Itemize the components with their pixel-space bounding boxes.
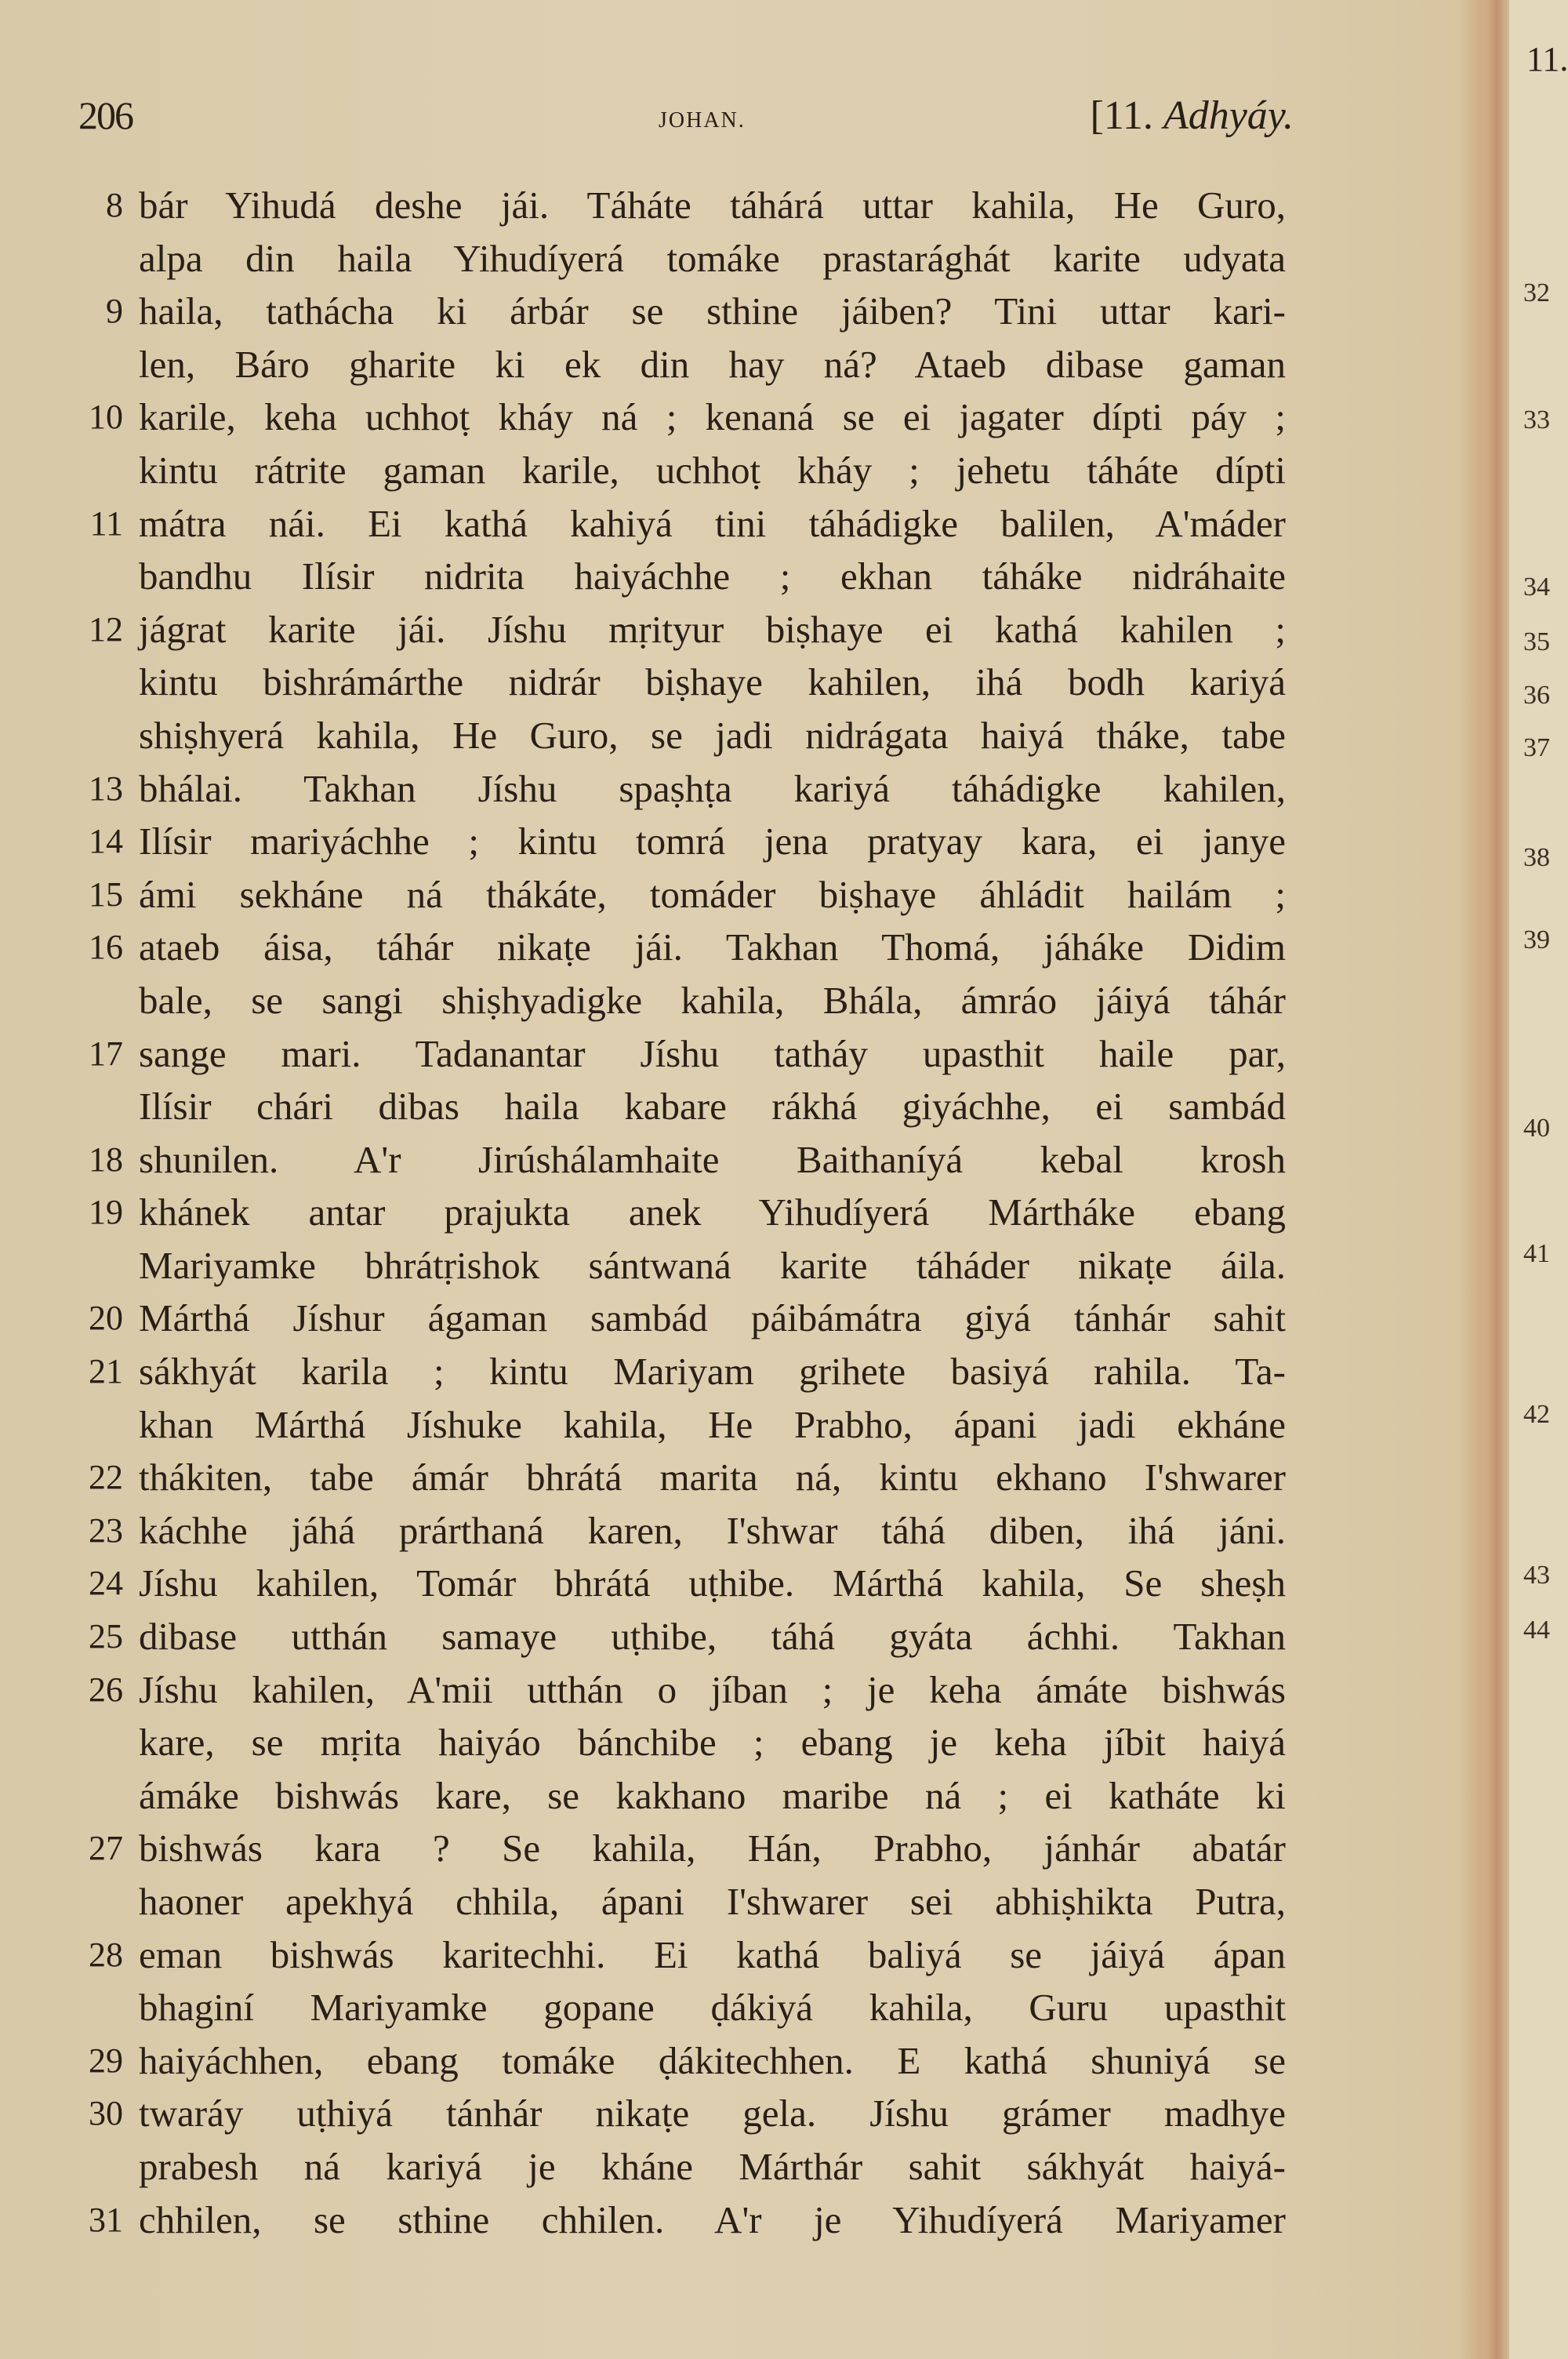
line-text: len, Báro gharite ki ek din hay ná? Ataeb dibase gaman (139, 342, 1286, 386)
text-line (74, 232, 1286, 285)
verse-number: 24 (89, 1564, 123, 1603)
text-line (74, 1292, 1286, 1345)
text-line (74, 2034, 1286, 2088)
text-line (74, 179, 1286, 232)
line-text: bale, se sangi shiṣhyadigke kahila, Bhála, ámráo jáiyá táhár (139, 978, 1286, 1022)
text-line (74, 285, 1286, 338)
verse-number: 30 (89, 2094, 123, 2133)
line-text: sange mari. Tadanantar Jíshu tatháy upasthit haile par, (139, 1031, 1286, 1075)
verse-number: 12 (89, 609, 123, 649)
text-line (74, 1345, 1286, 1398)
text-line (74, 1398, 1286, 1452)
facing-verse-number: 44 (1523, 1616, 1550, 1645)
verse-number: 13 (89, 769, 123, 808)
line-text: karile, keha uchhoṭ kháy ná ; kenaná se ei jagater dípti páy ; (139, 395, 1286, 439)
text-line (74, 1663, 1286, 1717)
text-line (74, 1928, 1286, 1982)
text-line (74, 656, 1286, 709)
facing-verse-number: 36 (1523, 681, 1550, 710)
line-text: ataeb áisa, táhár nikaṭe jái. Takhan Thomá, jáháke Didim (139, 925, 1286, 969)
line-text: dibase utthán samaye uṭhibe, táhá gyáta áchhi. Takhan (139, 1615, 1286, 1659)
text-line (74, 974, 1286, 1027)
text-line (74, 1875, 1286, 1928)
line-text: haila, tathácha ki árbár se sthine jáiben? Tini uttar kari- (139, 289, 1286, 333)
text-line (74, 1610, 1286, 1663)
line-text: prabesh ná kariyá je kháne Márthár sahit sákhyát haiyá- (139, 2144, 1286, 2188)
facing-verse-number: 33 (1523, 405, 1550, 434)
text-line (74, 2087, 1286, 2140)
facing-verse-number: 32 (1523, 278, 1550, 307)
verse-number: 22 (89, 1458, 123, 1497)
chapter-reference (1091, 93, 1294, 139)
text-line (74, 2140, 1286, 2194)
line-text: thákiten, tabe ámár bhrátá marita ná, kintu ekhano I'shwarer (139, 1456, 1286, 1499)
text-line (74, 1186, 1286, 1239)
verse-number: 19 (89, 1193, 123, 1232)
verse-number: 29 (89, 2041, 123, 2080)
verse-number: 9 (106, 292, 123, 331)
text-line (74, 1027, 1286, 1081)
text-line (74, 1451, 1286, 1504)
text-line (74, 550, 1286, 603)
line-text: kintu bishrámárthe nidrár biṣhaye kahilen, ihá bodh kariyá (139, 660, 1286, 704)
book-title: JOHAN. (659, 108, 746, 133)
chapter-prefix: [11. (1090, 93, 1153, 138)
text-line (74, 1716, 1286, 1769)
verse-number: 14 (89, 822, 123, 861)
line-text: kare, se mṛita haiyáo bánchibe ; ebang je keha jíbit haiyá (139, 1721, 1286, 1765)
line-text: eman bishwás karitechhi. Ei kathá baliyá se jáiyá ápan (139, 1932, 1286, 1976)
verse-number: 20 (89, 1299, 123, 1338)
facing-verse-number: 41 (1523, 1239, 1550, 1268)
facing-verse-number: 39 (1523, 925, 1550, 954)
verse-number: 18 (89, 1140, 123, 1179)
line-text: Ilísir mariyáchhe ; kintu tomrá jena pratyay kara, ei janye (139, 820, 1286, 863)
page-number: 206 (78, 93, 132, 137)
line-text: khan Márthá Jíshuke kahila, He Prabho, ápani jadi ekháne (139, 1402, 1286, 1446)
text-line (74, 815, 1286, 868)
verse-number: 23 (89, 1510, 123, 1550)
body-text (74, 179, 1286, 2246)
line-text: Ilísir chári dibas haila kabare rákhá giyáchhe, ei sambád (139, 1085, 1286, 1129)
text-line (74, 338, 1286, 391)
facing-verse-number: 35 (1523, 627, 1550, 656)
text-line (74, 1504, 1286, 1558)
text-line (74, 1822, 1286, 1875)
page-gutter (1458, 0, 1513, 2359)
facing-page-header: 11. (1526, 40, 1568, 78)
line-text: mátra nái. Ei kathá kahiyá tini táhádigke balilen, A'máder (139, 501, 1286, 545)
facing-verse-number: 40 (1523, 1114, 1550, 1143)
text-line (74, 762, 1286, 816)
verse-number: 27 (89, 1829, 123, 1868)
text-line (74, 2194, 1286, 2247)
verse-number: 8 (106, 186, 123, 224)
line-text: bhaginí Mariyamke gopane ḍákiyá kahila, Guru upasthit (139, 1986, 1286, 2030)
facing-page-edge (1509, 0, 1568, 2359)
text-line (74, 921, 1286, 974)
facing-verse-number: 38 (1523, 843, 1550, 872)
text-line (74, 1981, 1286, 2034)
verse-number: 10 (89, 398, 123, 437)
text-line (74, 868, 1286, 921)
text-line (74, 444, 1286, 497)
text-line (74, 391, 1286, 444)
verse-number: 16 (89, 928, 123, 967)
line-text: Jíshu kahilen, A'mii utthán o jíban ; je keha ámáte bishwás (139, 1667, 1286, 1711)
line-text: shunilen. A'r Jirúshálamhaite Baithaníyá kebal krosh (139, 1137, 1286, 1181)
verse-number: 28 (89, 1935, 123, 1974)
line-text: Márthá Jíshur ágaman sambád páibámátra giyá tánhár sahit (139, 1296, 1286, 1340)
line-text: kintu rátrite gaman karile, uchhoṭ kháy ; jehetu táháte dípti (139, 448, 1286, 492)
verse-number: 11 (89, 503, 123, 543)
line-text: alpa din haila Yihudíyerá tomáke prastarághát karite udyata (139, 236, 1286, 280)
facing-verse-number: 34 (1523, 572, 1550, 602)
facing-verse-number: 37 (1523, 733, 1550, 762)
line-text: ámáke bishwás kare, se kakhano maribe ná ; ei katháte ki (139, 1773, 1286, 1817)
line-text: khánek antar prajukta anek Yihudíyerá Mártháke ebang (139, 1190, 1286, 1234)
line-text: bár Yihudá deshe jái. Táháte táhárá uttar kahila, He Guro, (139, 184, 1286, 227)
running-head (78, 93, 1294, 147)
line-text: twaráy uṭhiyá tánhár nikaṭe gela. Jíshu grámer madhye (139, 2092, 1286, 2135)
verse-number: 17 (89, 1034, 123, 1073)
line-text: shiṣhyerá kahila, He Guro, se jadi nidrágata haiyá tháke, tabe (139, 713, 1286, 757)
facing-verse-number: 42 (1523, 1400, 1550, 1429)
facing-verse-number: 43 (1523, 1561, 1550, 1590)
line-text: sákhyát karila ; kintu Mariyam grihete basiyá rahila. Ta- (139, 1350, 1286, 1394)
text-line (74, 1769, 1286, 1823)
line-text: káchhe jáhá prárthaná karen, I'shwar táhá diben, ihá jáni. (139, 1508, 1286, 1552)
line-text: Mariyamke bhrátṛishok sántwaná karite táháder nikaṭe áila. (139, 1243, 1286, 1287)
line-text: bandhu Ilísir nidrita haiyáchhe ; ekhan táháke nidráhaite (139, 554, 1286, 598)
verse-number: 26 (89, 1670, 123, 1709)
text-line (74, 1133, 1286, 1187)
text-line (74, 1239, 1286, 1292)
text-line (74, 497, 1286, 551)
chapter-word: Adhyáy. (1163, 93, 1294, 138)
verse-number: 21 (89, 1352, 123, 1391)
line-text: chhilen, se sthine chhilen. A'r je Yihudíyerá Mariyamer (139, 2197, 1286, 2241)
line-text: jágrat karite jái. Jíshu mṛityur biṣhaye ei kathá kahilen ; (139, 607, 1286, 651)
text-line (74, 709, 1286, 762)
verse-number: 31 (89, 2200, 123, 2239)
text-line (74, 1080, 1286, 1133)
line-text: haoner apekhyá chhila, ápani I'shwarer sei abhiṣhikta Putra, (139, 1880, 1286, 1923)
verse-number: 15 (89, 874, 123, 914)
verse-number: 25 (89, 1617, 123, 1656)
line-text: Jíshu kahilen, Tomár bhrátá uṭhibe. Márthá kahila, Se sheṣh (139, 1561, 1286, 1605)
line-text: ámi sekháne ná thákáte, tomáder biṣhaye áhládit hailám ; (139, 872, 1286, 916)
line-text: haiyáchhen, ebang tomáke ḍákitechhen. E kathá shuniyá se (139, 2038, 1286, 2082)
line-text: bishwás kara ? Se kahila, Hán, Prabho, jánhár abatár (139, 1826, 1286, 1870)
line-text: bhálai. Takhan Jíshu spaṣhṭa kariyá táhádigke kahilen, (139, 766, 1286, 810)
text-line (74, 603, 1286, 656)
text-line (74, 1557, 1286, 1610)
